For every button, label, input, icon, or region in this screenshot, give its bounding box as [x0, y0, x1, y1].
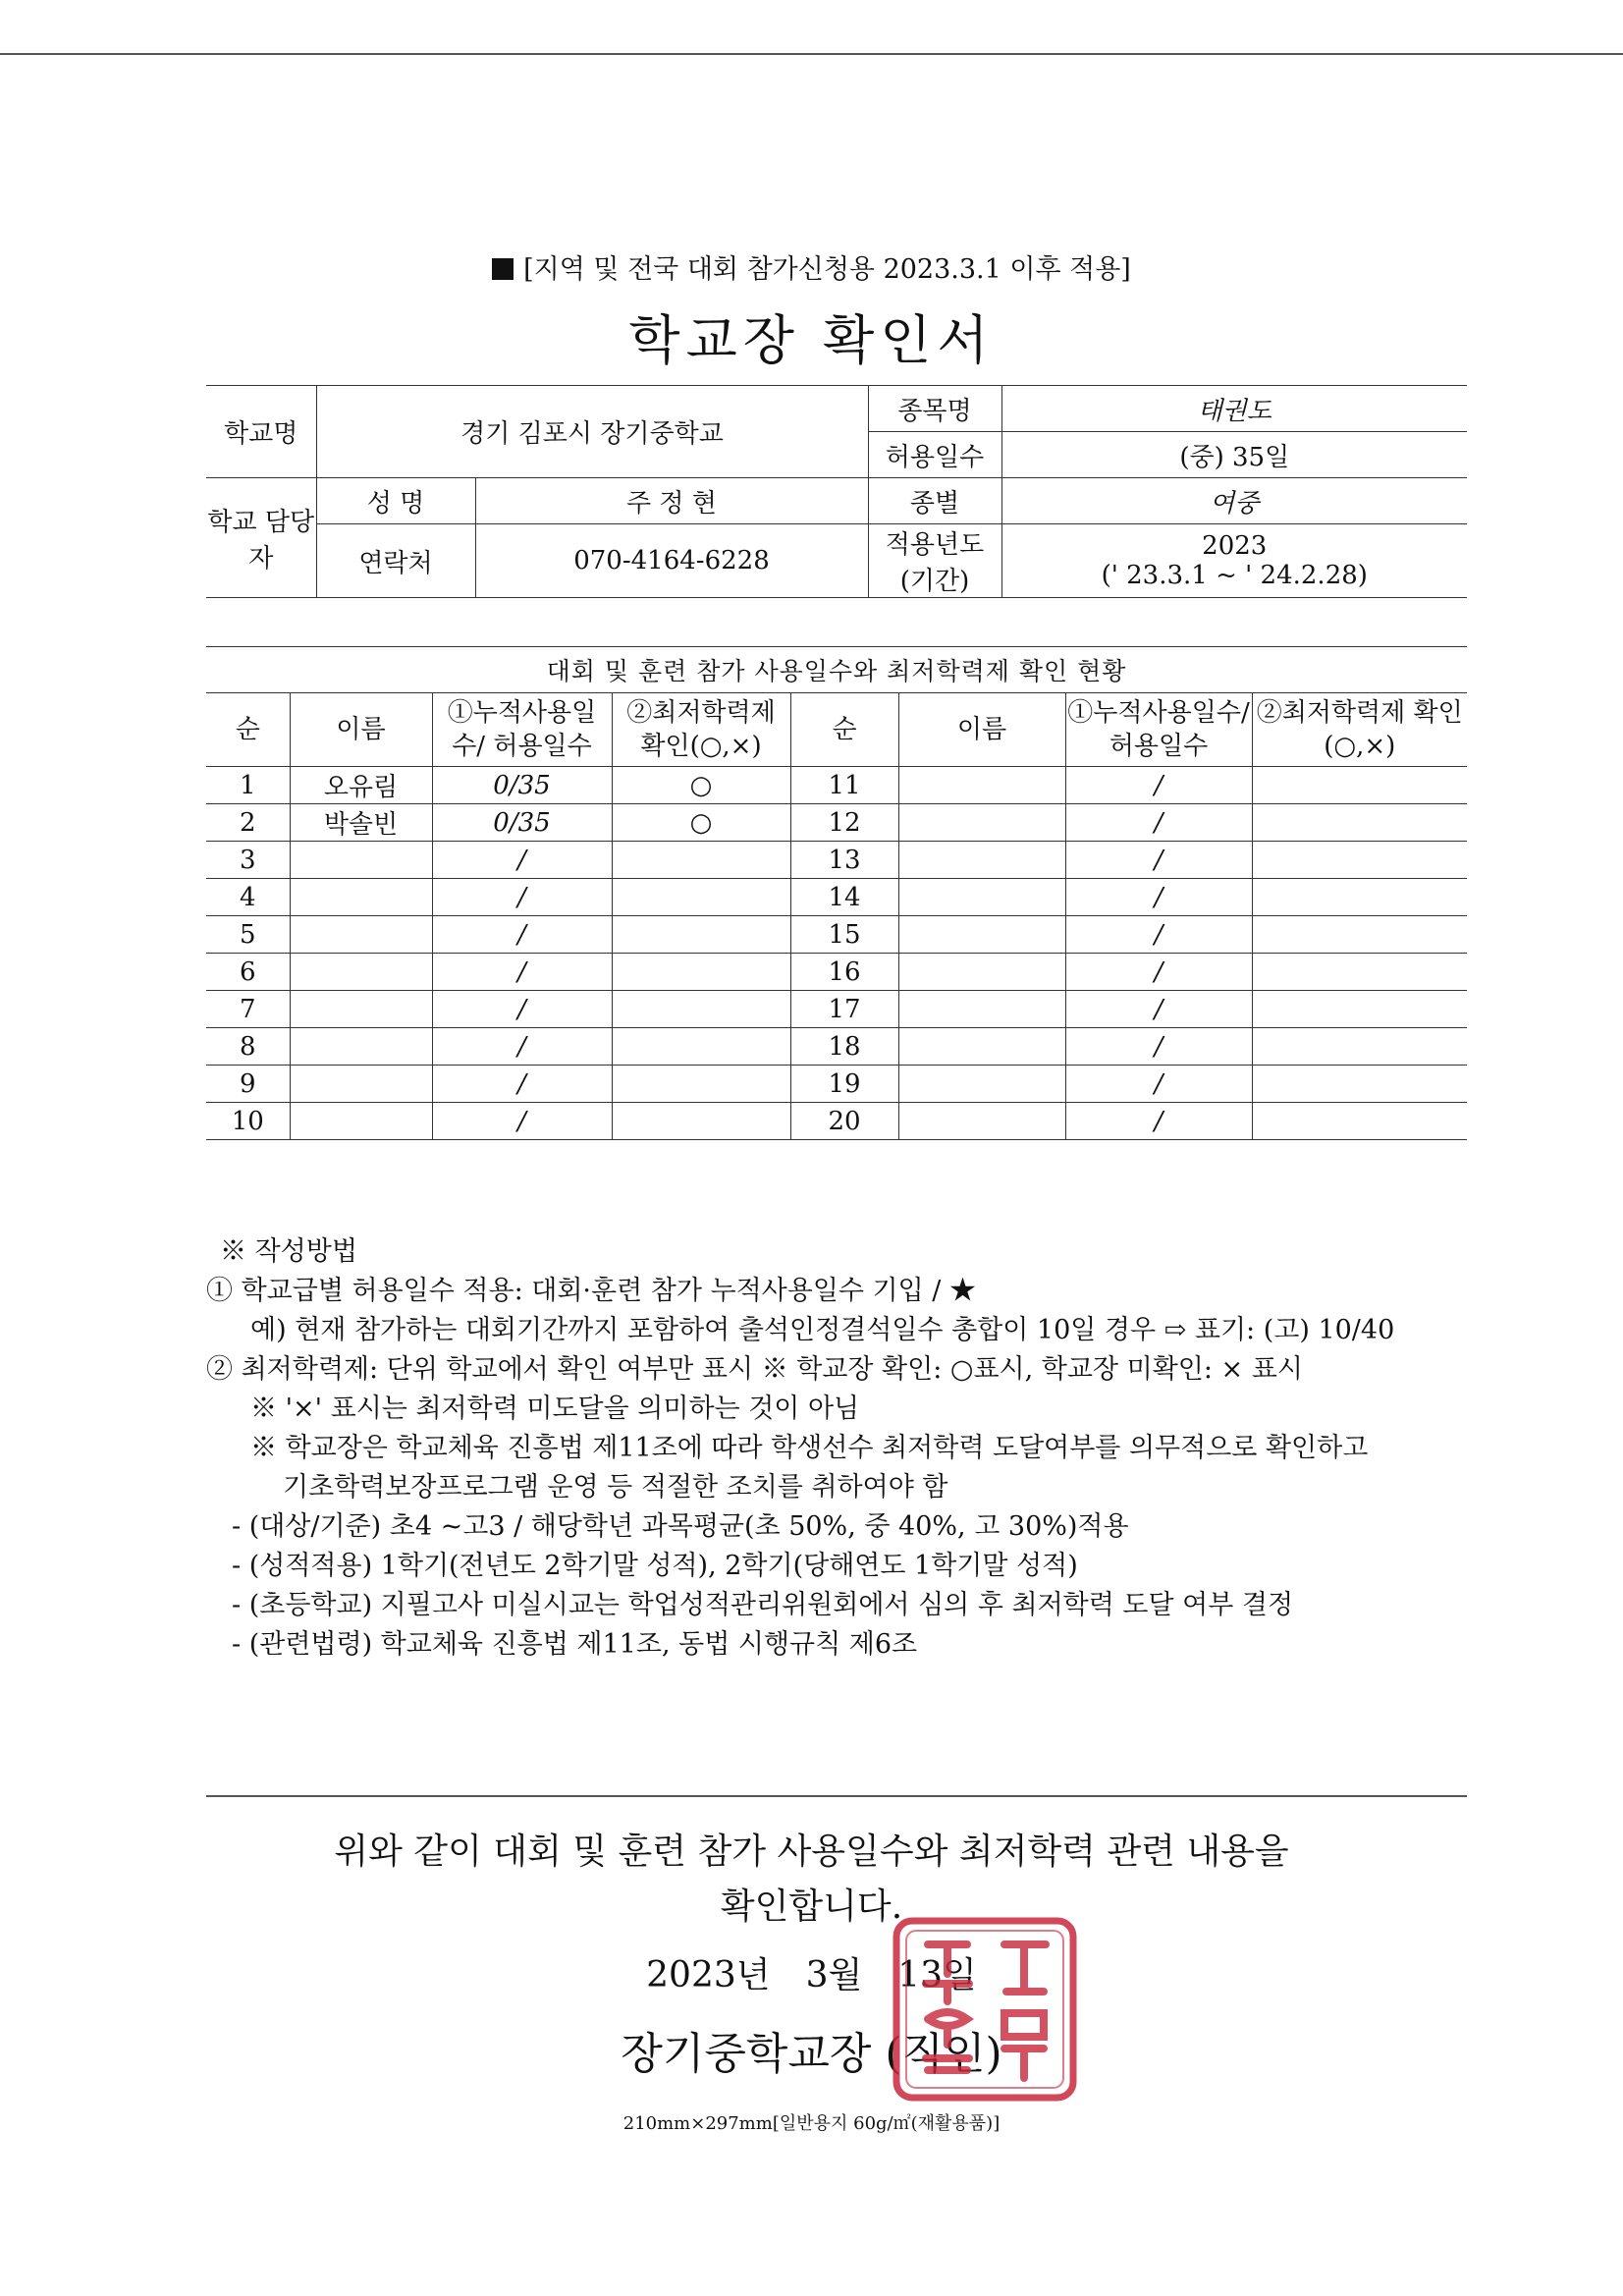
cell-name-right [898, 954, 1065, 991]
table-row [206, 1028, 1467, 1066]
divider [206, 1795, 1467, 1797]
cell-no-left: 5 [206, 916, 290, 954]
square-bullet-icon [492, 258, 514, 280]
cell-min-left [612, 1103, 790, 1140]
sport-value: 태권도 [1001, 386, 1467, 432]
cell-min-right [1252, 1066, 1467, 1103]
year-label: 적용년도 (기간) [868, 524, 1001, 598]
cell-days-right: / [1065, 1103, 1252, 1140]
cell-days-left: / [432, 1103, 612, 1140]
cell-no-left: 1 [206, 767, 290, 804]
school-label: 학교명 [206, 386, 316, 478]
cell-name-right [898, 991, 1065, 1028]
cell-min-right [1252, 954, 1467, 991]
principal-signature: 장기중학교장 (직인) [621, 2029, 1002, 2079]
cell-days-right: / [1065, 916, 1252, 954]
cell-no-right: 17 [790, 991, 898, 1028]
table-row [206, 767, 1467, 804]
cell-name-left: 박솔빈 [290, 804, 432, 842]
cell-min-left [612, 842, 790, 879]
scan-edge-line [0, 53, 1623, 55]
school-info-table [206, 385, 1467, 598]
cell-days-left: / [432, 879, 612, 916]
table-row [206, 879, 1467, 916]
cell-name-left [290, 916, 432, 954]
date-month: 3월 [805, 1955, 863, 1995]
cell-days-left: / [432, 1066, 612, 1103]
instruction-line: ① 학교급별 허용일수 적용: 대회·훈련 참가 누적사용일수 기입 / ★ [206, 1276, 976, 1306]
instruction-line: 기초학력보장프로그램 운영 등 적절한 조치를 취하여야 함 [283, 1472, 948, 1503]
cell-days-left: 0/35 [432, 804, 612, 842]
cell-min-left [612, 991, 790, 1028]
cell-name-right [898, 1066, 1065, 1103]
cell-no-left: 7 [206, 991, 290, 1028]
cell-no-right: 16 [790, 954, 898, 991]
instruction-line: - (관련법령) 학교체육 진흥법 제11조, 동법 시행규칙 제6조 [232, 1629, 918, 1660]
sport-label: 종목명 [868, 386, 1001, 432]
cell-min-right [1252, 767, 1467, 804]
cell-name-left [290, 1066, 432, 1103]
cell-name-right [898, 916, 1065, 954]
instruction-line: 예) 현재 참가하는 대회기간까지 포함하여 출석인정결석일수 총합이 10일 경우 ⇨ 표기: (고) 10/40 [250, 1315, 1395, 1345]
header-no-left: 순 [206, 693, 290, 767]
header-min-left: ②최저학력제 확인(○,×) [612, 693, 790, 767]
cell-no-left: 3 [206, 842, 290, 879]
cell-name-left: 오유림 [290, 767, 432, 804]
table-row [206, 954, 1467, 991]
date-day: 13일 [897, 1955, 977, 1995]
cell-days-right: / [1065, 991, 1252, 1028]
table-row [206, 991, 1467, 1028]
school-name: 경기 김포시 장기중학교 [316, 386, 868, 478]
cell-days-left: / [432, 916, 612, 954]
days-value: (중) 35일 [1001, 432, 1467, 478]
cell-no-right: 15 [790, 916, 898, 954]
cell-name-right [898, 1103, 1065, 1140]
header-name-right: 이름 [898, 693, 1065, 767]
contact-value: 070-4164-6228 [475, 524, 868, 598]
instruction-line: - (성적적용) 1학기(전년도 2학기말 성적), 2학기(당해연도 1학기말 성적) [232, 1551, 1078, 1581]
document-title: 학교장 확인서 [628, 309, 995, 371]
table-row [206, 1103, 1467, 1140]
cell-no-right: 13 [790, 842, 898, 879]
cell-min-right [1252, 1103, 1467, 1140]
cell-days-right: / [1065, 879, 1252, 916]
cell-days-left: 0/35 [432, 767, 612, 804]
cell-days-left: / [432, 991, 612, 1028]
table-row [206, 804, 1467, 842]
cell-name-right [898, 804, 1065, 842]
cell-min-right [1252, 1028, 1467, 1066]
instructions-title: ※ 작성방법 [220, 1236, 357, 1267]
instruction-line: - (대상/기준) 초4 ~고3 / 해당학년 과목평균(초 50%, 중 40%, 고 30%)적용 [232, 1511, 1129, 1542]
contact-label: 연락처 [316, 524, 475, 598]
category-label: 종별 [868, 478, 1001, 524]
manager-label: 학교 담당자 [206, 478, 316, 598]
cell-no-left: 4 [206, 879, 290, 916]
confirmation-line-1: 위와 같이 대회 및 훈련 참가 사용일수와 최저학력 관련 내용을 [334, 1831, 1289, 1872]
cell-name-left [290, 879, 432, 916]
cell-no-right: 18 [790, 1028, 898, 1066]
header-name-left: 이름 [290, 693, 432, 767]
instructions [206, 1232, 1483, 1665]
cell-days-left: / [432, 1028, 612, 1066]
table-row [206, 916, 1467, 954]
header-note [0, 247, 1623, 286]
paper-footnote: 210mm×297mm[일반용지 60g/㎡(재활용품)] [622, 2113, 1001, 2134]
cell-no-left: 2 [206, 804, 290, 842]
official-seal-stamp [889, 1913, 1081, 2105]
instruction-line: ※ '×' 표시는 최저학력 미도달을 의미하는 것이 아님 [250, 1394, 860, 1424]
cell-min-left [612, 1028, 790, 1066]
cell-no-right: 20 [790, 1103, 898, 1140]
cell-days-right: / [1065, 954, 1252, 991]
days-label: 허용일수 [868, 432, 1001, 478]
period-value: (' 23.3.1 ~ ' 24.2.28) [1101, 561, 1368, 590]
instruction-line: - (초등학교) 지필고사 미실시교는 학업성적관리위원회에서 심의 후 최저학력 도달 여부 결정 [232, 1590, 1294, 1620]
cell-min-right [1252, 879, 1467, 916]
confirmation-line-2: 확인합니다. [720, 1886, 903, 1927]
header-note-text: [지역 및 전국 대회 참가신청용 2023.3.1 이후 적용] [523, 254, 1131, 285]
cell-min-left: ○ [612, 804, 790, 842]
cell-min-left [612, 879, 790, 916]
cell-days-left: / [432, 954, 612, 991]
cell-days-right: / [1065, 1028, 1252, 1066]
instruction-line: ② 최저학력제: 단위 학교에서 확인 여부만 표시 ※ 학교장 확인: ○표시, 학교장 미확인: × 표시 [206, 1354, 1303, 1385]
cell-days-right: / [1065, 842, 1252, 879]
cell-days-right: / [1065, 1066, 1252, 1103]
cell-name-left [290, 991, 432, 1028]
instruction-line: ※ 학교장은 학교체육 진흥법 제11조에 따라 학생선수 최저학력 도달여부를 의무적으로 확인하고 [250, 1433, 1369, 1463]
cell-min-right [1252, 804, 1467, 842]
cell-days-right: / [1065, 767, 1252, 804]
cell-min-left [612, 916, 790, 954]
cell-min-left: ○ [612, 767, 790, 804]
header-days-left: ①누적사용일수/ 허용일수 [432, 693, 612, 767]
cell-name-right [898, 767, 1065, 804]
table-row [206, 1066, 1467, 1103]
cell-no-right: 11 [790, 767, 898, 804]
date [0, 1947, 1623, 1997]
cell-no-right: 14 [790, 879, 898, 916]
date-year: 2023년 [646, 1955, 771, 1995]
cell-no-left: 9 [206, 1066, 290, 1103]
section-title: 대회 및 훈련 참가 사용일수와 최저학력제 확인 현황 [206, 647, 1467, 693]
cell-days-right: / [1065, 804, 1252, 842]
cell-name-left [290, 842, 432, 879]
cell-no-right: 19 [790, 1066, 898, 1103]
cell-no-left: 10 [206, 1103, 290, 1140]
cell-no-right: 12 [790, 804, 898, 842]
participation-table [206, 646, 1467, 1140]
cell-no-left: 6 [206, 954, 290, 991]
header-days-right: ①누적사용일수/ 허용일수 [1065, 693, 1252, 767]
cell-min-left [612, 954, 790, 991]
cell-name-right [898, 842, 1065, 879]
cell-min-right [1252, 842, 1467, 879]
name-value: 주 정 현 [475, 478, 868, 524]
cell-days-left: / [432, 842, 612, 879]
cell-name-right [898, 879, 1065, 916]
cell-name-left [290, 1103, 432, 1140]
category-value: 여중 [1001, 478, 1467, 524]
confirmation-text [0, 1825, 1623, 1935]
cell-name-left [290, 1028, 432, 1066]
cell-name-right [898, 1028, 1065, 1066]
cell-no-left: 8 [206, 1028, 290, 1066]
cell-min-left [612, 1066, 790, 1103]
cell-min-right [1252, 991, 1467, 1028]
header-min-right: ②최저학력제 확인(○,×) [1252, 693, 1467, 767]
name-label: 성 명 [316, 478, 475, 524]
table-row [206, 842, 1467, 879]
cell-min-right [1252, 916, 1467, 954]
cell-name-left [290, 954, 432, 991]
year-value: 2023 [1202, 531, 1268, 561]
year-cell [1001, 524, 1467, 598]
header-no-right: 순 [790, 693, 898, 767]
